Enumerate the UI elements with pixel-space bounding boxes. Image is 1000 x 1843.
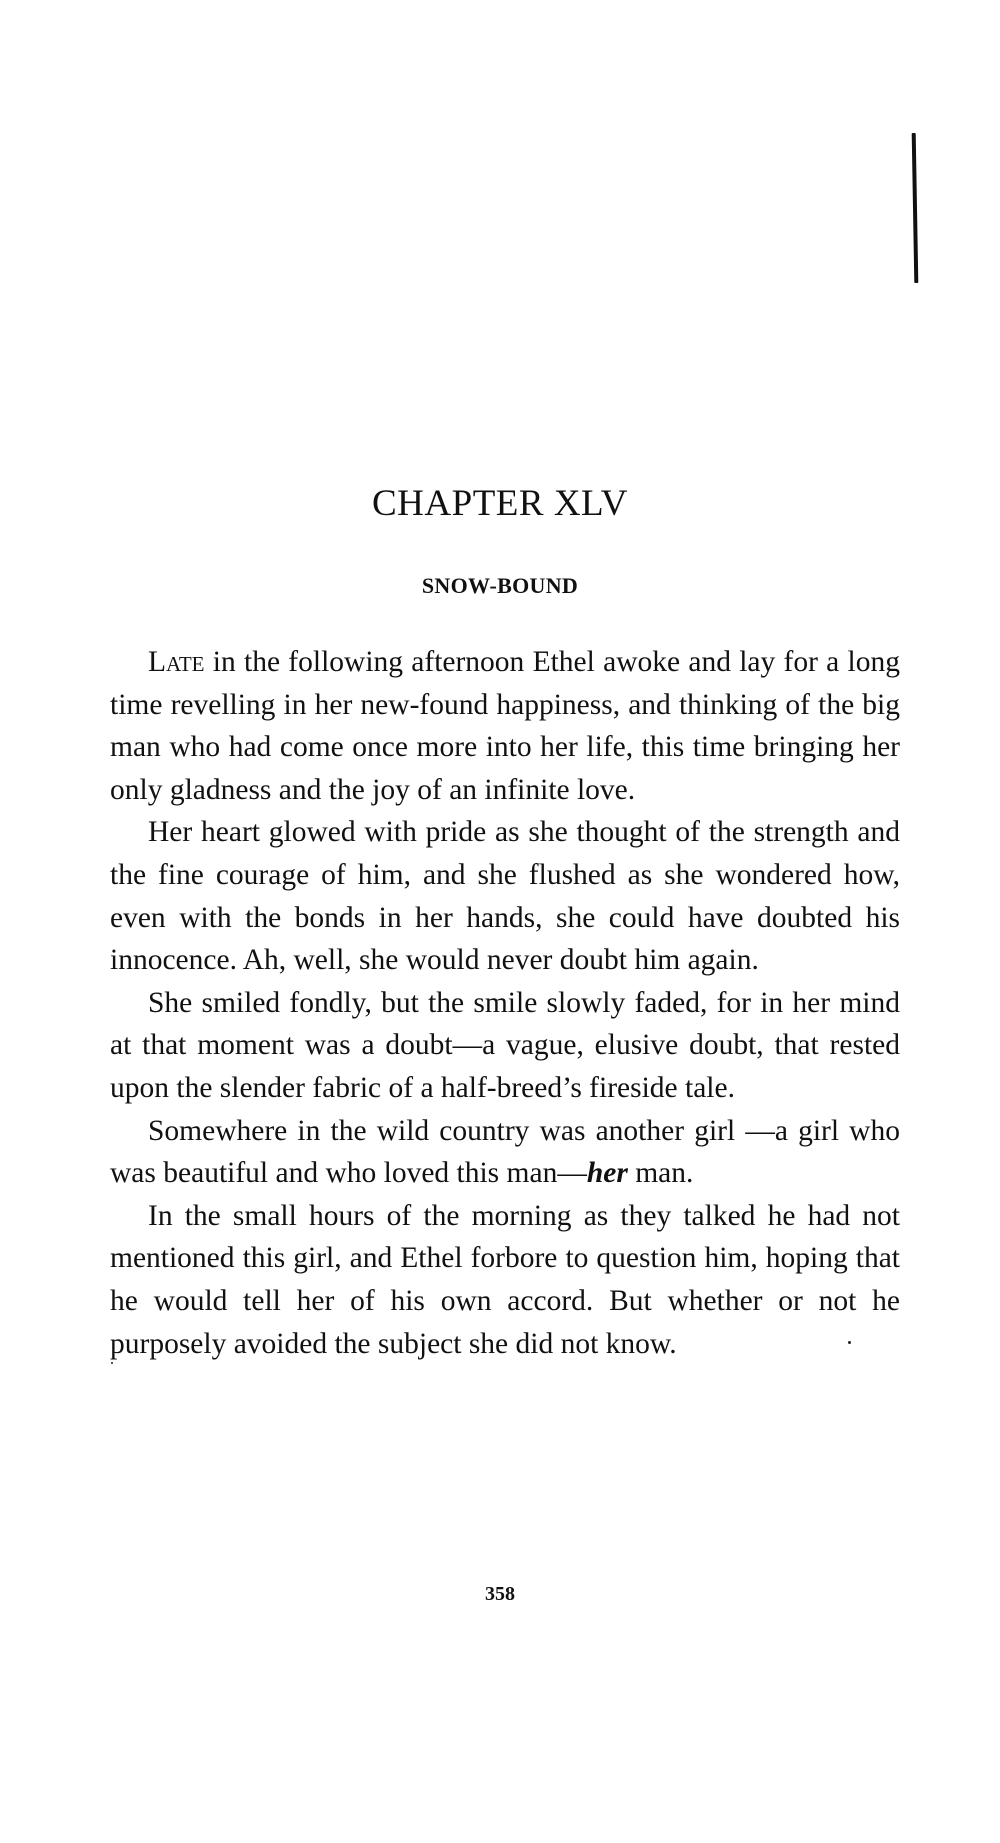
chapter-title: CHAPTER XLV (372, 483, 628, 524)
margin-ink-mark (912, 133, 919, 283)
paragraph-text: Somewhere in the wild country was another girl —a girl who was beautiful and who loved this man— (110, 1114, 900, 1190)
paragraph-lead-word: Late (148, 646, 205, 678)
page-number: 358 (485, 1583, 515, 1605)
ink-speck (848, 1341, 851, 1344)
paragraph-5: In the small hours of the morning as they talked he had not mentioned this girl, and Ethel forbore to question him, hoping that he would tell her of his own accord. But whether or not he purposely avoided the subject she did not know. (110, 1199, 900, 1360)
ink-speck (111, 1362, 113, 1364)
paragraph-2: Her heart glowed with pride as she thought of the strength and the fine courage of him, and she flushed as she wondered how, even with the bonds in her hands, she could have doubted his innocence. Ah, well, she would never doubt him again. (110, 816, 900, 977)
chapter-subtitle: SNOW-BOUND (421, 573, 579, 598)
chapter-body (110, 641, 900, 1365)
paragraph-4 (110, 1110, 900, 1195)
paragraph-text: man. (627, 1157, 694, 1190)
paragraph-text: in the following afternoon Ethel awoke and lay for a long time revelling in her new-found happiness, and thinking of the big man who had come once more into her life, this time bringing her only gladness and the joy of an infinite love. (110, 646, 900, 806)
paragraph-3: She smiled fondly, but the smile slowly faded, for in her mind at that moment was a doubt—a vague, elusive doubt, that rested upon the slender fabric of a half-breed’s fireside tale. (110, 986, 900, 1104)
paragraph-1 (110, 641, 900, 811)
emphasized-word: her (586, 1157, 628, 1190)
